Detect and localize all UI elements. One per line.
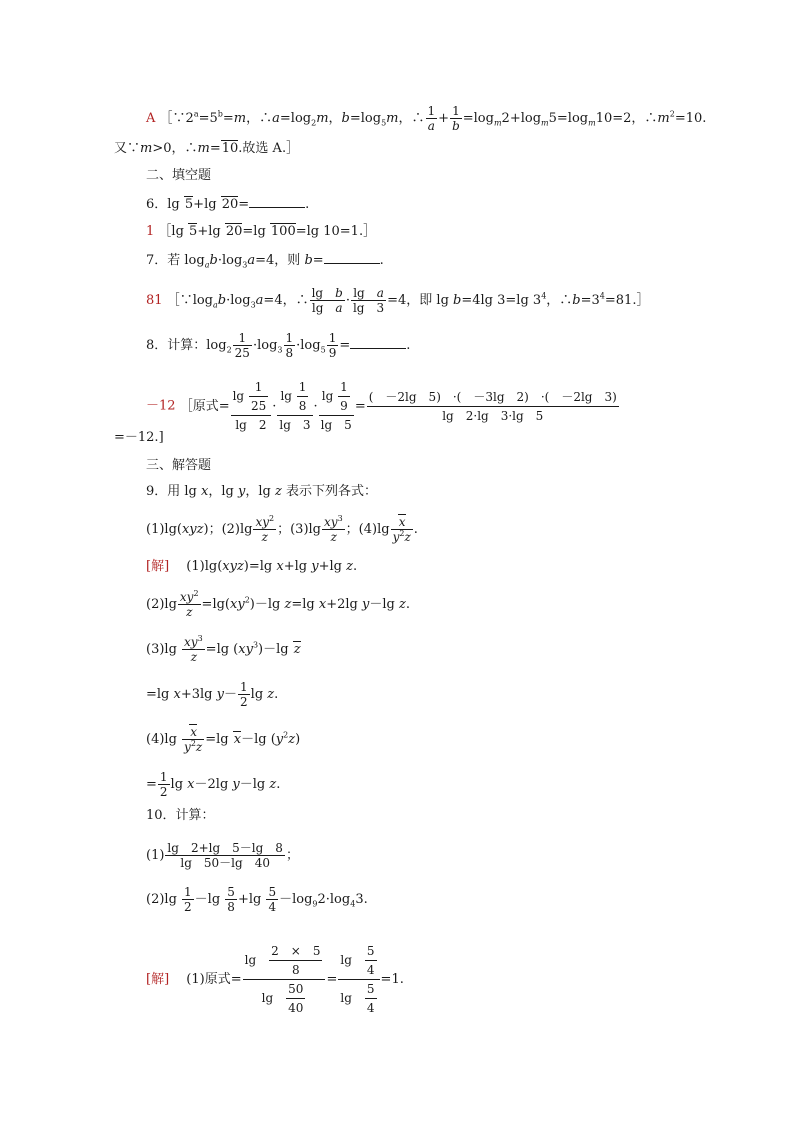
q7-question: 7．若 $\log_ab\cdot\log_3a=4$，则 b= . [146,253,384,270]
q10-solve-tag: [解] [146,972,170,987]
q8-question: 8．计算：$\log_2$ $\frac{1}{25}$ $\cdot\log_3$ $\frac{1}{8}$ $\cdot\log_5$ $\frac{1}{9}$ = . [146,331,411,360]
q8-answer-line [146,378,620,434]
q9-question: 9．用 lg x，lg y，lg z 表示下列各式： [146,484,377,499]
q8-solution: ［原式= lg $\frac{1}{25}$ lg 2 · lg $\frac{1}{8}$ lg 3 · lg $\frac{1}{9}$ lg 5 = $\frac{( -2\lg 5) \cdot( -3\lg 2) \cdot( -2\lg 3)}{\lg 2\cdot\lg 3\cdot\lg 5}$ [179,380,617,432]
q6-answer-line [146,223,376,241]
q8-solution-end: =－12.] [114,430,164,445]
q9-solution-4b: = $\frac{1}{2}$ lg x－2lg y－lg z. [146,770,281,799]
q9-solution-1: (1)lg(xyz)=lg x+lg y+lg z. [173,559,358,574]
q10-solution-1-line [146,942,404,1017]
q7-solution: $[\because\log_ab\cdot\log_3a=4$，∴ $\frac{\text{lg b}}{\text{lg a}}$ · $\frac{\text{lg a}}{\lg 3}$ =4，即 lg b=4lg 3=lg $3^4$，$\therefore b=3^4=81.]$ [166,286,650,315]
q9-solve-tag: [解] [146,559,170,574]
q6-solution: ［lg 5+lg 20=lg 100=lg 10=1.］ [158,224,377,239]
q9-solution-3a: (3)lg $\frac{xy^3}{z}$ =lg $(xy^3)-\lg$ z [146,634,301,664]
q9-solution-4a: (4)lg $\frac{x}{y^2z}$ =lg x－lg $(y^2z)$ [146,725,301,754]
q9-parts: (1)lg(xyz)；(2)lg $\frac{xy^2}{z}$ ；(3)lg $\frac{xy^3}{z}$ ；(4)lg $\frac{x}{y^2z}$ . [146,514,418,544]
q5-answer: A [146,111,156,126]
q7-answer-line [146,286,649,315]
q8-answer: －12 [146,398,176,414]
q10-part-1: (1) $\frac{\lg 2+\lg 5-\lg 8}{\lg 50-\lg 40}$ ； [146,841,299,870]
q6-question: 6．lg 5+lg 20= . [146,197,310,212]
q7-answer: 81 [146,293,163,308]
q9-solution-2: (2)lg $\frac{xy^2}{z}$ $=\lg(xy^2)-\lg$ z=lg x+2lg y－lg z. [146,589,410,619]
section-solve-heading: 三、解答题 [146,458,212,473]
q9-solution-3b: =lg x+3lg y－ $\frac{1}{2}$ lg z. [146,680,279,709]
section-fill-in-heading: 二、填空题 [146,168,212,183]
q5-solution-line2: 又∵m>0，∴m=10.故选 A.］ [114,141,300,156]
q10-solution-1: (1)原式= lg $\frac{2 \times 5}{8}$ lg $\frac{50}{40}$ = lg $\frac{5}{4}$ lg $\frac{5}{4}$ =1. [173,944,404,1015]
q9-solution-1-line [146,558,357,576]
q5-answer-line [146,104,706,133]
q5-solution-line1: $[\because 2^a=5^b=m$，$\therefore a=\log_2m$，$b=\log_5m$，∴ $\frac{1}{a}$ + $\frac{1}{b}$ $=\log_m2+\log_m5=\log_m10=2$，$\therefore m^2=10$. [159,104,707,133]
q10-part-2: (2)lg $\frac{1}{2}$ －lg $\frac{5}{8}$ +lg $\frac{5}{4}$ $-\log_92\cdot\log_43$. [146,885,368,914]
q6-answer: 1 [146,224,155,239]
q10-question: 10．计算： [146,808,215,823]
